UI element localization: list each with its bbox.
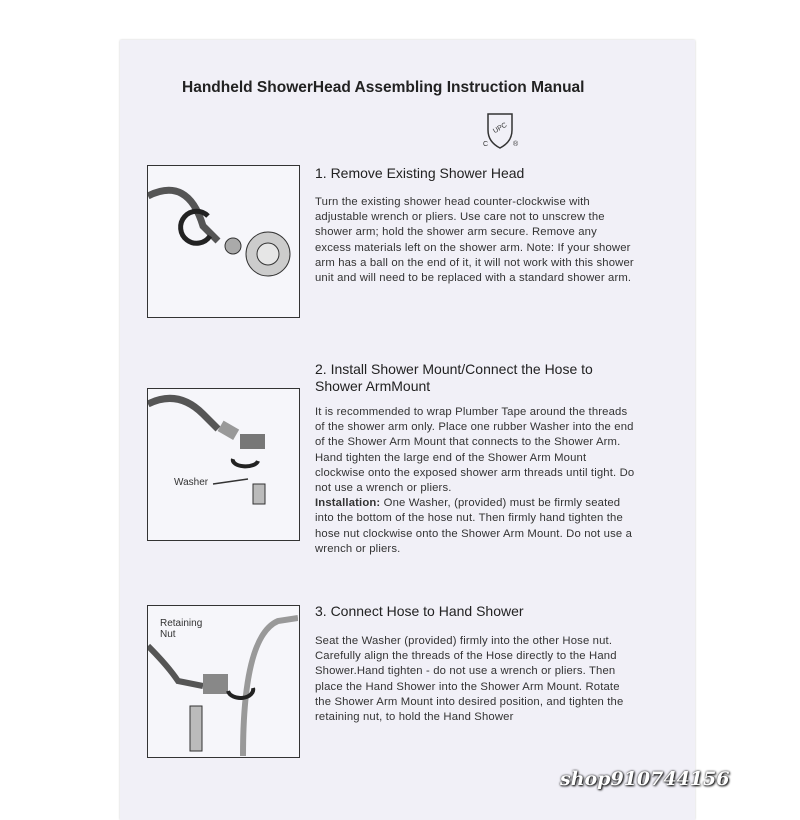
- step-1-text: Turn the existing shower head counter-clockwise with adjustable wrench or pliers. Use care not to unscrew the shower arm; hold the shower arm secure. Remove any excess materials left on the shower arm. Note: If your shower arm has a ball on the end of it, it will not work with this shower unit and will need to be replaced with a standard shower arm.: [315, 196, 634, 285]
- upc-logo: [480, 110, 520, 152]
- watermark: shop910744156: [560, 768, 730, 790]
- step-2-body: It is recommended to wrap Plumber Tape around the threads of the shower arm only. Place one rubber Washer into the end of the Shower Arm Mount that connects to the Shower Arm. Hand tighten the large end of the Shower Arm Mount clockwise onto the exposed shower arm threads until tight. Do not use a wrench or pliers.: [315, 406, 635, 495]
- step-2-text: [315, 405, 635, 557]
- svg-text:C: C: [483, 141, 489, 148]
- svg-text:®: ®: [513, 141, 519, 148]
- installation-label: Installation:: [315, 497, 381, 510]
- step-3-text: Seat the Washer (provided) firmly into the other Hose nut. Carefully align the threads of the Hose directly to the Hand Shower.Hand tighten - do not use a wrench or pliers. Then place the Hand Shower into the Shower Arm Mount. Rotate the Shower Arm Mount into desired position, and tighten the retaining nut, to hold the Hand Shower: [315, 635, 624, 724]
- installation-text: One Washer, (provided) must be firmly seated into the bottom of the hose nut. Then firmly hand tighten the hose nut clockwise onto the Shower Arm Mount. Do not use a wrench or pliers.: [315, 497, 633, 555]
- washer-label: Washer: [174, 477, 209, 488]
- page-title: Handheld ShowerHead Assembling Instruction Manual: [182, 79, 585, 96]
- step-2-heading: 2. Install Shower Mount/Connect the Hose to Shower ArmMount: [315, 361, 593, 394]
- connect-hose-illustration: [147, 605, 300, 758]
- retaining-nut-label: Retaining Nut: [160, 618, 203, 640]
- svg-text:UPC: UPC: [492, 121, 509, 136]
- step-3-heading: 3. Connect Hose to Hand Shower: [315, 603, 524, 619]
- install-mount-illustration: [147, 388, 300, 541]
- remove-shower-head-illustration: [147, 165, 300, 318]
- step-1-heading: 1. Remove Existing Shower Head: [315, 165, 525, 181]
